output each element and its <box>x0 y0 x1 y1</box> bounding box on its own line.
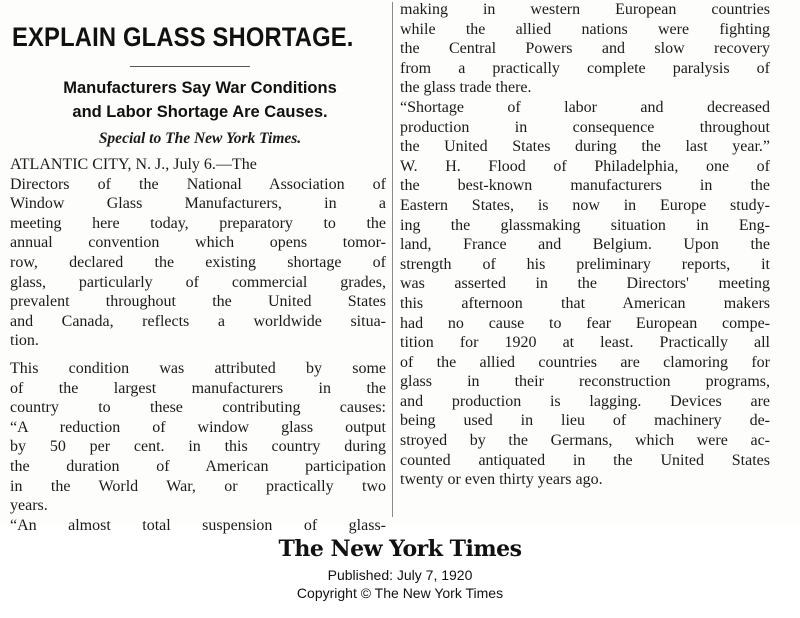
text-line: glass, particularly of commercial grades, <box>10 273 386 291</box>
text-line: W. H. Flood of Philadelphia, one of <box>400 157 770 175</box>
published-date: Published: July 7, 1920 <box>327 567 473 583</box>
text-line: had no cause to fear European compe- <box>400 314 770 332</box>
column-divider <box>392 2 393 517</box>
text-line: tition for 1920 at least. Practically all <box>400 334 770 352</box>
text-line: “A reduction of window glass output <box>10 418 386 436</box>
text-line: meeting here today, preparatory to the <box>10 214 386 232</box>
subheadline-line: and Labor Shortage Are Causes. <box>72 103 328 121</box>
subheadline <box>10 76 390 124</box>
text-line: “Shortage of labor and decreased <box>400 98 770 116</box>
text-line: was asserted in the Directors' meeting <box>400 275 770 293</box>
text-line: counted antiquated in the United States <box>400 451 770 469</box>
text-line: the best-known manufacturers in the <box>400 177 770 195</box>
text-line: This condition was attributed by some <box>10 359 386 377</box>
text-line: of the largest manufacturers in the <box>10 379 386 397</box>
text-line: from a practically complete paralysis of <box>400 59 770 77</box>
text-line: years. <box>10 497 48 515</box>
copyright-notice: Copyright © The New York Times <box>296 585 504 601</box>
attribution-footer <box>0 532 800 602</box>
text-line: in the World War, or practically two <box>10 477 386 495</box>
paragraph-gap <box>10 351 386 359</box>
text-line: while the allied nations were fighting <box>400 20 770 38</box>
text-line: the duration of American participation <box>10 457 386 475</box>
text-line: the glass trade there. <box>400 79 532 97</box>
nyt-logo: The New York Times <box>278 536 522 562</box>
text-line: production in consequence throughout <box>400 118 770 136</box>
text-line: ing the glassmaking situation in Eng- <box>400 216 770 234</box>
text-line: and Canada, reflects a worldwide situa- <box>10 312 386 330</box>
text-line: glass in their reconstruction programs, <box>400 373 770 391</box>
text-line: being used in lieu of machinery de- <box>400 412 770 430</box>
text-line: strength of his preliminary reports, it <box>400 255 770 273</box>
text-line: by 50 per cent. in this country during <box>10 438 386 456</box>
text-line: Eastern States, is now in Europe study- <box>400 196 770 214</box>
article-column-2 <box>400 0 770 490</box>
text-line: row, declared the existing shortage of <box>10 253 386 271</box>
text-line: annual convention which opens tomor- <box>10 234 386 252</box>
text-line: and production is lagging. Devices are <box>400 392 770 410</box>
text-line: the United States during the last year.” <box>400 138 770 156</box>
text-line: this afternoon that American makers <box>400 294 770 312</box>
text-line: land, France and Belgium. Upon the <box>400 236 770 254</box>
subheadline-line: Manufacturers Say War Conditions <box>63 79 337 97</box>
byline: Special to The New York Times. <box>98 130 302 147</box>
text-line: prevalent throughout the United States <box>10 293 386 311</box>
text-line: “An almost total suspension of glass- <box>10 516 386 534</box>
text-line: Window Glass Manufacturers, in a <box>10 195 386 213</box>
text-line: Directors of the National Association of <box>10 175 386 193</box>
text-line: making in western European countries <box>400 1 770 18</box>
text-line: ATLANTIC CITY, N. J., July 6.—The <box>10 156 257 173</box>
text-line: of the allied countries are clamoring for <box>400 353 770 371</box>
headline: EXPLAIN GLASS SHORTAGE. <box>12 22 354 52</box>
text-line: the Central Powers and slow recovery <box>400 40 770 58</box>
text-line: twenty or even thirty years ago. <box>400 471 603 489</box>
article-column-1 <box>10 155 386 535</box>
text-line: stroyed by the Germans, which were ac- <box>400 432 770 450</box>
text-line: country to these contributing causes: <box>10 399 386 417</box>
headline-rule <box>130 66 250 67</box>
text-line: tion. <box>10 332 39 350</box>
